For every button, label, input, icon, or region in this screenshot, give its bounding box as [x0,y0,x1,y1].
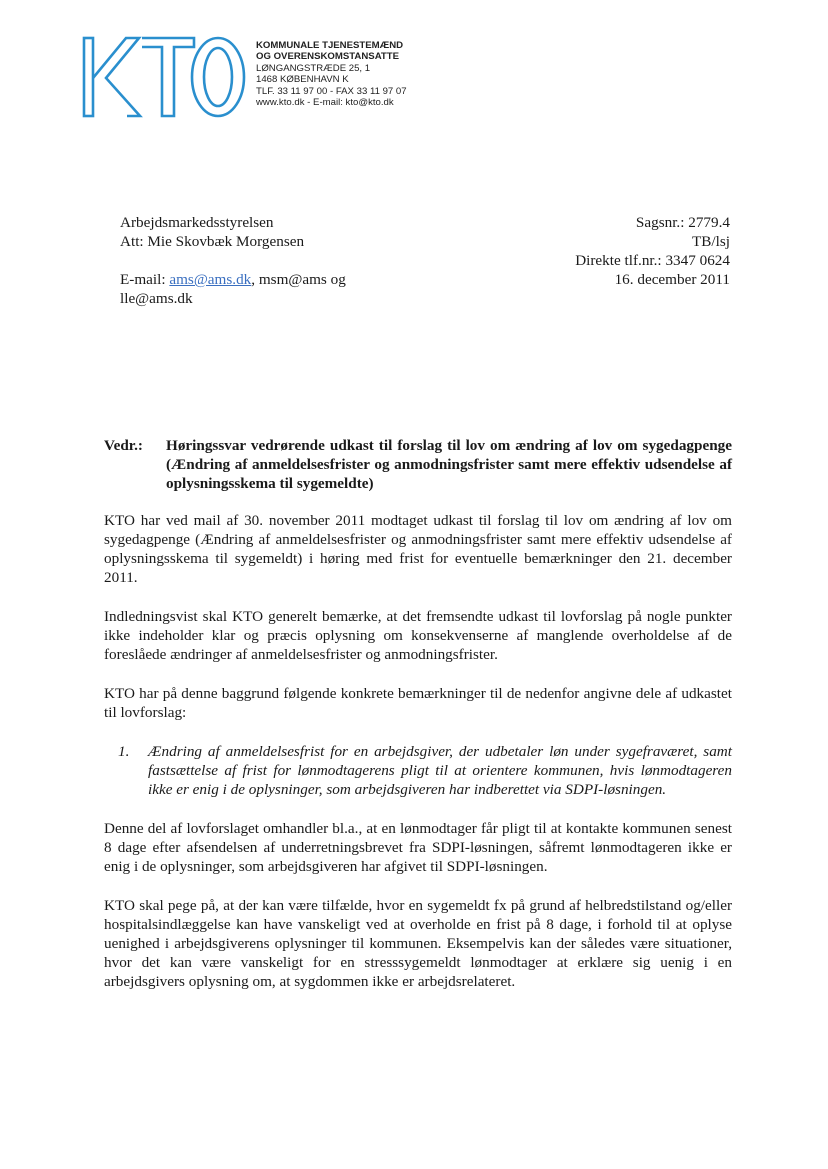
org-name-line1: KOMMUNALE TJENESTEMÆND [256,40,404,51]
paragraph-5: KTO skal pege på, at der kan være tilfælde, hvor en sygemeldt fx på grund af helbredstilstand og/eller hospitalsindlæggelse kan have vanskeligt ved at overholde en frist på 8 dage, i forhold til at oplyse uenighed i arbejdsgiverens oplysninger til kommunen. Eksempelvis kan der således være situationer, hvor det kan være vanskeligt for en stresssygemeldt lønmodtager at erklære sig uenig i en arbejdsgivers oplysning om, at sygdommen ikke er arbejdsrelateret. [104,897,732,990]
list-item-text: Ændring af anmeldelsesfrist for en arbejdsgiver, der udbetaler løn under sygefraværet, samt fastsættelse af frist for lønmodtagerens pligt til at orientere kommunen, hvis lønmodtageren ikke er enig i de oplysninger, som arbejdsgiveren har indberettet via SDPI-løsningen. [148,743,732,798]
email-rest: , msm@ams og [251,271,346,288]
paragraph-4: Denne del af lovforslaget omhandler bl.a., at en lønmodtager får pligt til at kontakte kommunen senest 8 dage efter afsendelsen af underretningsbrevet fra SDPI-løsningen, såfremt lønmodtageren ikke er enig i de oplysninger, som arbejdsgiveren har afgivet til SDPI-løsningen. [104,820,732,875]
subject-line [104,436,732,493]
recipient-email-line [120,270,346,289]
list-item-number: 1. [118,743,130,760]
address-line1: LØNGANGSTRÆDE 25, 1 [256,62,371,74]
subject-text: Høringssvar vedrørende udkast til forslag til lov om ændring af lov om sygedagpenge (Ændring af anmeldelsesfrister og anmodningsfrister samt mere effektiv udsendelse af oplysningsskema til sygemeldte) [166,437,732,492]
initials: TB/lsj [692,233,730,250]
address-line2: 1468 KØBENHAVN K [256,74,349,86]
email-link[interactable]: ams@ams.dk [169,271,252,288]
org-name-line2: OG OVERENSKOMSTANSATTE [256,51,400,63]
recipient-block [120,213,346,308]
letter-meta-block [575,213,730,289]
list-item-1 [118,742,732,799]
kto-logo [82,34,246,120]
email-label: E-mail: [120,271,170,288]
subject-label: Vedr.: [104,437,143,454]
recipient-email-line2: lle@ams.dk [120,290,193,307]
direct-phone: Direkte tlf.nr.: 3347 0624 [575,252,730,269]
paragraph-2: Indledningsvist skal KTO generelt bemærke, at det fremsendte udkast til lovforslag på nogle punkter ikke indeholder klar og præcis oplysning om konsekvenserne af manglende overholdelse af de foreslåede ændringer af anmeldelsesfrister og anmodningsfrister. [104,608,732,663]
letterhead-address-block [256,40,407,108]
web-email: www.kto.dk - E-mail: kto@kto.dk [256,97,394,109]
recipient-attention: Att: Mie Skovbæk Morgensen [120,233,305,250]
recipient-name: Arbejdsmarkedsstyrelsen [120,214,274,231]
paragraph-3: KTO har på denne baggrund følgende konkrete bemærkninger til de nedenfor angivne dele af udkastet til lovforslag: [104,685,732,721]
letter-body [104,511,732,1011]
case-number: Sagsnr.: 2779.4 [635,214,730,231]
paragraph-1: KTO har ved mail af 30. november 2011 modtaget udkast til forslag til lov om ændring af lov om sygedagpenge (Ændring af anmeldelsesfrister og anmodningsfrister samt mere effektiv udsendelse af oplysningsskema til sygemeldt) i høring med frist for eventuelle bemærkninger den 21. december 2011. [104,512,732,586]
phone-fax: TLF. 33 11 97 00 - FAX 33 11 97 07 [256,85,407,97]
letter-date: 16. december 2011 [614,271,730,288]
